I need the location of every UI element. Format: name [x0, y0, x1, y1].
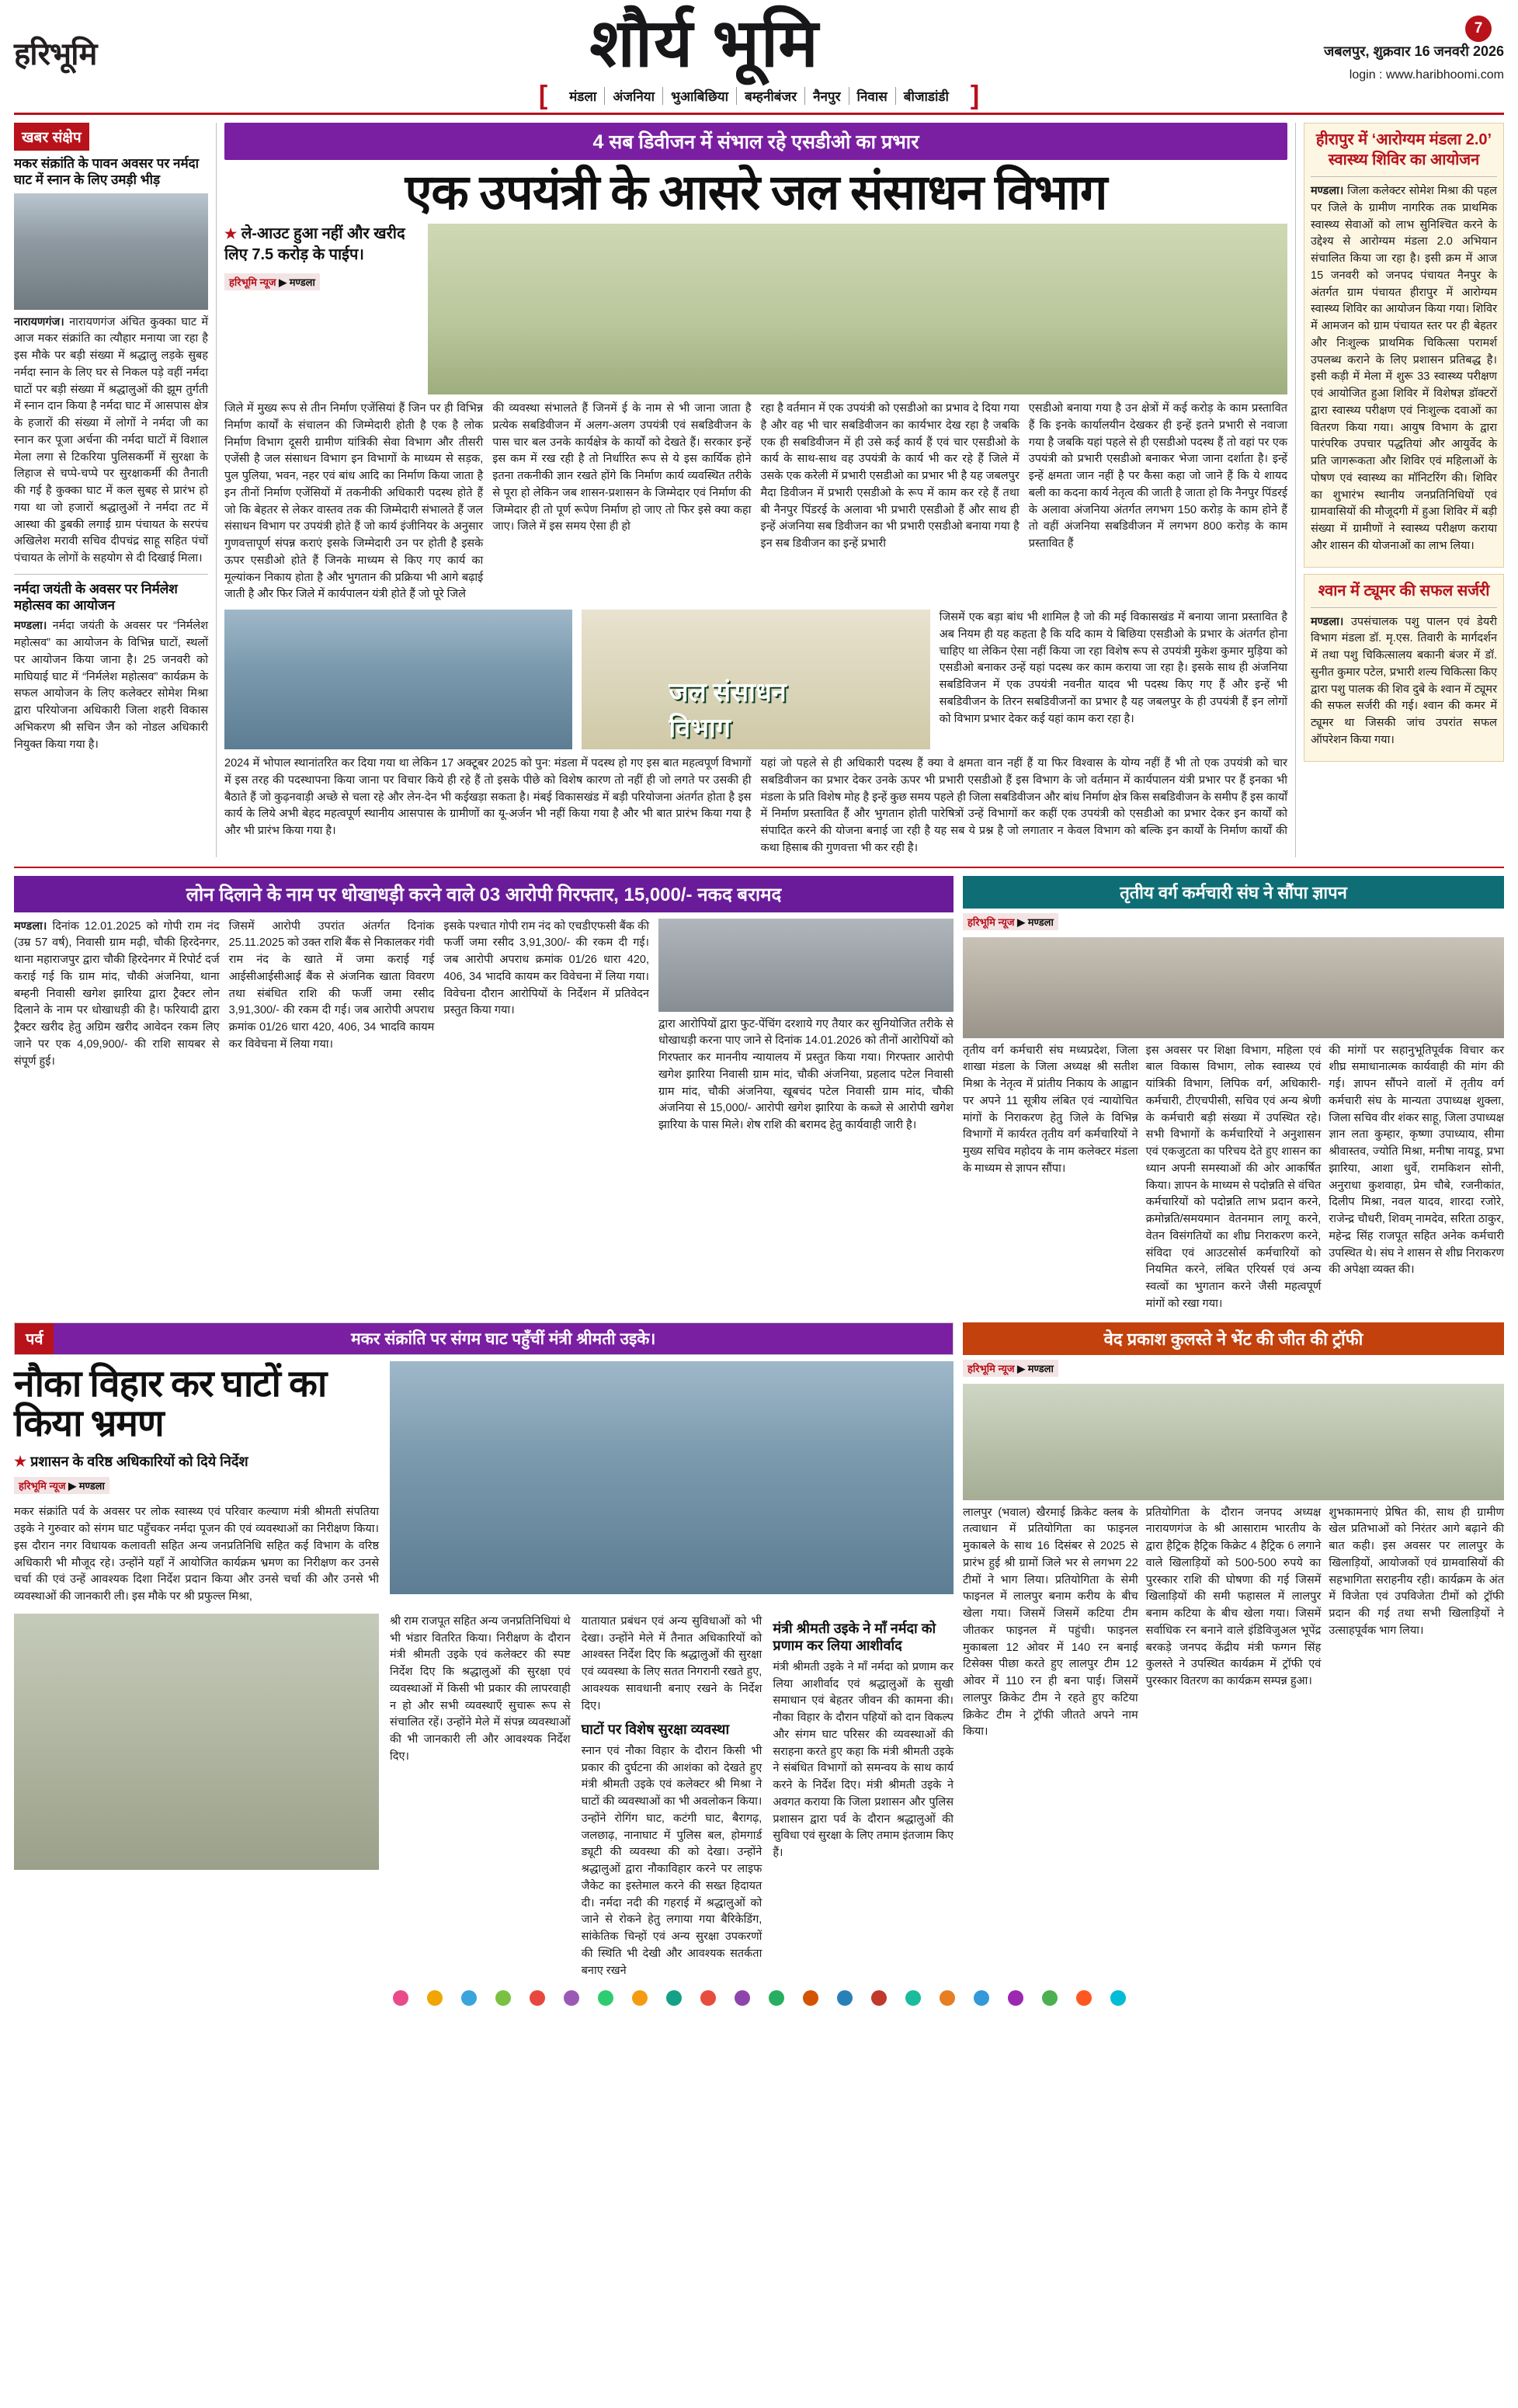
crime-story: [14, 876, 954, 1313]
crime-photo-wrap: [658, 919, 954, 1135]
dog-surgery-box: [1304, 574, 1504, 762]
boat-col-3: यातायात प्रबंधन एवं अन्य सुविधाओं को भी देखा। उन्होंने मेले में तैनात अधिकारियों को आश्वस्त निर्देश दिए कि श्रद्धालुओं की सुरक्षा एवं व्यवस्था के लिए सतत निगरानी रखते हुए, आवश्यक सावधानी बनाए रखने के निर्देश दिए।: [581, 1614, 762, 1712]
lead-star-note: ★ ले-आउट हुआ नहीं और खरीद लिए 7.5 करोड़ के पाईप।: [224, 225, 405, 264]
union-group-photo: [963, 937, 1504, 1038]
dept-signboard-photo: [582, 610, 929, 749]
byline-city: मण्डला: [1027, 916, 1054, 928]
boat-ribbon-bar: [14, 1322, 954, 1355]
boat-ride-photo: [390, 1361, 954, 1594]
boat-sub2: [773, 1614, 954, 1980]
dog-surgery-dateline: मण्डला।: [1311, 615, 1344, 628]
signboard-label: जल संसाधन विभाग: [669, 679, 787, 744]
lead-col-4: एसडीओ बनाया गया है उन क्षेत्रों में कई करोड़ के काम प्रस्तावित हैं कि इनके कार्यालयीन देखकर ही इन्हें इतने प्रभारी से नवाजा गया है जबकि यहां पहले से ही एसडीओ पदस्थ हैं तो वहां पर एक उपयंत्री को प्रभारी एसडीओ बनाकर भेजा जाना दर्शाता है। इन्हें इन्हें क्षमता जान नहीं है पर कैसा कहा जो जाने हैं कि ये शायद बली का कदना कार्य नेतृत्व की जाती है जाता हो कि नैनपुर पिंडरई के अलावा अंजनिया अंतर्गत लगभग 150 करोड़ के काम होने हैं तो वहीं अंजनिया सबडिवीजन में लगभग 800 करोड़ के काम प्रस्तावित हैं: [1028, 402, 1287, 551]
divider: [1311, 607, 1497, 608]
union-ribbon: तृतीय वर्ग कर्मचारी संघ ने सौंपा ज्ञापन: [963, 876, 1504, 909]
lead-text-top: [224, 401, 1287, 603]
lead-col-7: यहां जो पहले से ही अधिकारी पदस्थ हैं क्या वे क्षमता वान नहीं हैं या फिर विश्वास के योग्य नहीं हैं भी तो एक उपयंत्री को चार सबडिवीजन का प्रभार देकर उनके ऊपर भी प्रभारी एसडीओ हैं इस विभाग के जो वर्तमान में कार्यपालन यंत्री प्रभार पर हैं इनका भी मंडला के प्रति विशेष मोह है इन्हें कुछ समय पहले ही जिला सबडिवीजन और बांध निर्माण क्षेत्र किस सबडिवीजन के समीप हैं इस कार्यों में निर्माण प्रस्तावित हैं और भुगतान होती पारेषित्रों उन्हें विभागों कर कहीं एक उपयंत्री को एसडीओ का प्रभार देकर इन कार्यों को संपादित करने की योजना बनाई जा रही है यह सब ये प्रश्न है जो लगातार न केवल विभाग को बल्कि इन कार्यों के निर्माण कार्यों की कथा हिसाब की गुणवत्ता भी कर रही है।: [760, 757, 1287, 854]
trophy-ribbon: वेद प्रकाश कुलस्ते ने भेंट की जीत की ट्रॉफी: [963, 1322, 1504, 1355]
lead-ribbon: 4 सब डिवीजन में संभाल रहे एसडीओ का प्रभार: [224, 123, 1287, 160]
boat-sub1: [582, 1614, 762, 1980]
byline-city: मण्डला: [1027, 1362, 1054, 1374]
trophy-col-1: लालपुर (भवाल) खैरमाई क्रिकेट क्लब के तत्वाधान में प्रतियोगिता का फाइनल मुकाबले के साथ 16 दिसंबर से 2025 से प्रारंभ हुई श्री ग्रामों जिले भर से लगभग 22 टीमों ने भाग लिया। प्रतियोगिता के सेमी फाइनल में लालपुर बनाम करीय के बीच खेला गया। जिसमें जिसमें कटिया टीम जीतकर फाइनल में पहुंची। फाइनल मुकाबला 12 ओवर में 140 रन बनाई टिसेक्स पीछा करते हुए लालपुर टीम 12 ओवर में 110 रन ही बना पाई। जिसमें लालपुर क्रिकेट टीम ने रहते हुए कटिया क्रिकेट टीम ने ट्रॉफी जीतते अपने नाम किया।: [963, 1506, 1138, 1739]
trophy-col-3: शुभकामनाएं प्रेषित की, साथ ही ग्रामीण खेल प्रतिभाओं को निरंतर आगे बढ़ाने की बात कही। इस अवसर पर लालपुर के खिलाड़ियों, आयोजकों एवं ग्रामवासियों की सहभागिता सराहनीय रही। कार्यक्रम के अंत में विजेता एवं उपविजेता टीमों को ट्रॉफी प्रदान की गई तथा सभी खिलाड़ियों ने उत्साहपूर्वक भाग लिया।: [1329, 1506, 1504, 1637]
boat-sub2-head: मंत्री श्रीमती उइके ने माँ नर्मदा को प्रणाम कर लिया आशीर्वाद: [773, 1620, 936, 1654]
union-story: [963, 876, 1504, 1313]
union-col-1: तृतीय वर्ग कर्मचारी संघ मध्यप्रदेश, जिला शाखा मंडला के जिला अध्यक्ष श्री सतीश मिश्रा के नेतृत्व में प्रांतीय निकाय के आह्वान पर अपने 11 सूत्रीय लंबित एवं न्यायोचित मांगों के निराकरण हेतु जिले के विभिन्न विभागों में कार्यरत तृतीय वर्ग कर्मचारियों ने मुख्य सचिव महोदय के नाम कलेक्टर मंडला के माध्यम से ज्ञापन सौंपा।: [963, 1044, 1138, 1175]
brief-text: नारायणगंज अंचित कुक्का घाट में आज मकर संक्रांति का त्यौहार मनाया जा रहा है इस मौके पर बड़ी संख्या में श्रद्धालु लड़के सुबह नर्मदा स्नान के लिए घर से निकल पड़े वहीं नर्मदा घाटों पर बड़ी संख्या में श्रद्धालुओं की झूम तुर्गती में स्नान दान किया है नर्मदा घाट में आसपास क्षेत्र के हजारों की संख्या में लोगों ने नर्मदा जी का स्नान कर पूजा अर्चना की नर्मदा घाटों में विशाल मेला लगा से टिकरिया पुलिसकर्मी में सुरक्षा के लिहाज से चप्पे-चप्पे पर सुरक्षाकर्मी की तैनाती की गई है कुक्का घाट में कल सुबह से प्रारंभ हो गया था जो हजारों श्रद्धालुओं ने नर्मदा तट में आस्था की डुबकी लगाई ग्राम पंचायत के सरपंच अखिलेश मरावी सचिव दीपचंद्र साहू सहित पंचों पंचायत के लोगों के सहयोग से दी दिखाई मिला।: [14, 315, 209, 565]
crime-ribbon: लोन दिलाने के नाम पर धोखाधड़ी करने वाले 03 आरोपी गिरफ्तार, 15,000/- नकद बरामद: [14, 876, 954, 912]
registration-dot: [427, 1990, 443, 2006]
page-title: शौर्य भूमि: [589, 6, 820, 81]
publication-logo: [14, 11, 216, 74]
arrested-accused-photo: [658, 919, 954, 1012]
boat-sub1-head: घाटों पर विशेष सुरक्षा व्यवस्था: [581, 1722, 730, 1738]
registration-dot: [530, 1990, 545, 2006]
brief2-headline: नर्मदा जयंती के अवसर पर निर्मलेश महोत्सव का आयोजन: [14, 581, 178, 613]
lead-byline: हरिभूमि न्यूज ▶ मण्डला: [224, 273, 320, 290]
edition-item: भुआबिछिया: [663, 87, 737, 105]
brief2-text: नर्मदा जयंती के अवसर पर “निर्मलेश महोत्सव” का आयोजन के विभिन्न घाटों, स्थलों पर आयोजन किया जाना है। 25 जनवरी को माघियाई घाट में “निर्मलेश महोत्सव” कार्यक्रम के सफल आयोजन के लिए कलेक्टर सोमेश मिश्रा द्वारा परियोजना अधिकारी जिला शहरी विकास अभिकरण श्री सचिन जैन को नोडल अधिकारी नियुक्त किया गया है।: [14, 620, 208, 751]
registration-dot: [905, 1990, 921, 2006]
registration-dot: [1042, 1990, 1058, 2006]
star-icon: ★: [14, 1454, 27, 1470]
dateline: जबलपुर, शुक्रवार 16 जनवरी 2026: [1324, 43, 1504, 59]
byline-source: हरिभूमि न्यूज: [19, 1480, 66, 1492]
right-column: [1304, 123, 1504, 857]
byline-source: हरिभूमि न्यूज: [967, 916, 1015, 928]
byline-city: मण्डला: [78, 1480, 105, 1492]
registration-dot: [871, 1990, 887, 2006]
boat-star-note: ★ प्रशासन के वरिष्ठ अधिकारियों को दिये निर्देश: [14, 1454, 248, 1470]
brief2-body: [14, 618, 208, 753]
crime-dateline: मण्डला।: [14, 919, 47, 933]
logo-text: हरिभूमि: [14, 36, 97, 71]
edition-item: नैनपुर: [805, 87, 849, 105]
brief-headline: मकर संक्रांति के पावन अवसर पर नर्मदा घाट में स्नान के लिए उमड़ी भीड़: [14, 156, 200, 188]
registration-dot: [666, 1990, 682, 2006]
boat-sub1-text: स्नान एवं नौका विहार के दौरान किसी भी प्रकार की दुर्घटना की आशंका को देखते हुए मंत्री श्रीमती उइके एवं कलेक्टर श्री मिश्रा ने घाटों की व्यवस्थाओं का भी अवलोकन किया। उन्होंने रोगिंग घाट, कटंगी घाट, बैरागढ़, जलछाढ़, नानाघाट में पुलिस बल, होमगार्ड ड्यूटी की व्यवस्था की को देखा। उन्होंने श्रद्धालुओं द्वारा नौकाविहार करने पर लाइफ जैकेट का इस्तेमाल करने की सख्त हिदायत दी। नर्मदा नदी की गहराई में श्रद्धालुओं को जाने से रोकने हेतु लगाया गया बैरिकेडिंग, सांकेतिक चिन्हों एवं अन्य सुरक्षा उपकरणों की स्थिति भी देखी और आवश्यक सतर्कता बनाए रखने: [581, 1744, 762, 1977]
trophy-col-2: प्रतियोगिता के दौरान जनपद अध्यक्ष नारायणगंज के श्री आसाराम भारतीय के द्वारा हैट्रिक हैट्रिक किक्रेट 4 हैट्रिक 6 लगाने वाले खिलाड़ियों को 500-500 रुपये का पुरस्कार राशि की घोषणा की गई जिसमें खिलाड़ियों की समी फहासल में लालपुर बनाम कटिया के बीच खेला गया। जिसमें सर्वाधिक रन बनाने वाले इंडिविजुअल भूपेंद्र बरकड़े जनपद केंद्रीय मंत्री फग्गन सिंह कुलस्ते ने उपस्थित कार्यक्रम में ट्रॉफी एवं पुरस्कार वितरण का कार्यक्रम सम्पन्न हुआ।: [1145, 1506, 1322, 1688]
health-camp-dateline: मण्डला।: [1311, 185, 1344, 197]
byline-source: हरिभूमि न्यूज: [229, 276, 276, 289]
page-number-badge: 7: [1465, 16, 1492, 42]
registration-dot: [735, 1990, 750, 2006]
registration-dot: [495, 1990, 511, 2006]
union-body: [963, 1043, 1504, 1313]
health-camp-headline: हीरापुर में ‘आरोग्यम मंडला 2.0’ स्वास्थ्य शिविर का आयोजन: [1315, 131, 1492, 169]
dog-surgery-headline: श्वान में ट्यूमर की सफल सर्जरी: [1318, 582, 1490, 599]
edition-item: अंजनिया: [605, 87, 663, 105]
puja-photo: [14, 1614, 379, 1870]
byline-city: मण्डला: [289, 276, 315, 289]
lead-text-bottom: [224, 756, 1287, 857]
registration-dot: [461, 1990, 477, 2006]
boat-story: [14, 1322, 954, 1980]
bracket-left-icon: [: [538, 81, 548, 111]
health-camp-body: मण्डला। जिला कलेक्टर सोमेश मिश्रा की पहल पर जिले के ग्रामीण नागरिक तक प्राथमिक स्वास्थ्य सेवाओं को लाभ सुनिश्चित करने के उद्देश्य से आरोग्यम मंडला 2.0 अभियान संचालित किया जा रहा है। इसी क्रम में आज 15 जनवरी को जनपद पंचायत नैनपुर के अंतर्गत ग्राम पंचायत हीरापुर में आरोग्यम स्वास्थ्य शिविर का आयोजन किया गया। शिविर में आमजन को ग्राम पंचायत स्तर पर ही बेहतर और निःशुल्क प्राथमिक चिकित्सा परामर्श उपलब्ध कराने के लिए प्रशासन प्रतिबद्ध है। इसी कड़ी में मेला में शुरू 33 स्वास्थ्य परीक्षण एवं आयोजित हुआ शिविर में विशेषज्ञ डॉक्टरों द्वारा स्वास्थ्य परीक्षण एवं निःशुल्क दवाओं का वितरण किया गया। आयुष विभाग के द्वारा पारंपरिक उपचार पद्धतियां और आयुर्वेद के प्रति जागरूकता और शिविर एवं महिलाओं के पोषण एवं स्वास्थ्य का मॉनिटरिंग की। शिविर का शुभारंभ स्थानीय जनप्रतिनिधियों एवं ग्रामवासियों की मौजूदगी में हुआ शिविर में बड़ी संख्या में ग्रामीणों ने स्वास्थ्य परीक्षण कराया और शासन की योजनाओं का लाभ लिया।: [1311, 185, 1498, 552]
lead-headline: एक उपयंत्री के आसरे जल संसाधन विभाग: [405, 165, 1107, 220]
brief-dateline: नारायणगंज।: [14, 315, 64, 328]
union-col-3: की मांगों पर सहानुभूतिपूर्वक विचार कर शीघ्र समाधानात्मक कार्यवाही की मांग की गई। ज्ञापन सौंपने वालों में तृतीय वर्ग कर्मचारी संघ के मान्यता उपाध्यक्ष शुक्ला, जिला सचिव वीर शंकर साहू, जिला उपाध्यक्ष ज्ञान लता कुम्हार, कृष्णा उपाध्याय, सीमा श्रीवास्तव, ज्योति मिश्रा, मनीषा नायडू, प्रभा झारिया, आशा धुर्वे, रामकिशन सोनी, अनुराधा कुशवाहा, प्रेम चौबे, रजनीकांत, दिलीप मिश्रा, नवल यादव, शारदा रजोरे, राजेन्द्र चौधरी, शिवम् नामदेव, सरिता ठाकुर, महेन्द्र सिंह राजपूत सहित अनेक कर्मचारी उपस्थित थे। संघ ने शासन से शीघ्र निराकरण की अपेक्षा व्यक्त की।: [1329, 1044, 1504, 1277]
registration-dot: [564, 1990, 579, 2006]
website-login: login : www.haribhoomi.com: [1349, 68, 1504, 82]
registration-dot: [1008, 1990, 1023, 2006]
lead-col-1: जिले में मुख्य रूप से तीन निर्माण एजेंसियां हैं जिन पर ही विभिन्न निर्माण कार्यों के संचालन की जिम्मेदारी होती है एक है लोक निर्माण विभाग दूसरी ग्रामीण यांत्रिकी सेवा विभाग और तीसरी एजेंसी है जल संसाधन विभाग इन विभागों के माध्यम से सड़क, पुल पुलिया, भवन, नहर एवं बांध आदि का निर्माण किया जाता है इन तीनों निर्माण एजेंसियों में तकनीकी अधिकारी पदस्थ होते हैं जो कि बेहतर से लेकर वास्तव तक की जिम्मेदारी संभालते हैं जल संसाधन विभाग पर उपयंत्री होते हैं जो कार्य इंजीनियर के अनुसार गुणवत्तापूर्ण संपन्न कराएं इसके जिम्मेदारी उन पर होती है इसके ऊपर एसडीओ होते हैं जिनके माध्यम से किए गए कार्य का मूल्यांकन निकाय होता है और भुगतान की प्रक्रिया भी आगे बढ़ाई जाती है और फिर जिले में कार्यपालन यंत्री होते हैं जो पूरे जिले: [224, 402, 484, 601]
union-col-2: इस अवसर पर शिक्षा विभाग, महिला एवं बाल विकास विभाग, लोक स्वास्थ्य एवं यांत्रिकी विभाग, लिपिक वर्ग, अधिकारी-कर्मचारी, टीएचपीसी, सचिव एवं अन्य श्रेणी के कर्मचारी बड़ी संख्या में उपस्थित रहे। सभी विभागों के कर्मचारियों ने अनुशासन एवं एकजुटता का परिचय देते हुए शासन का ध्यान अपनी समस्याओं की ओर आकर्षित किया। ज्ञापन के माध्यम से पदोन्नति से वंचित कर्मचारियों को पदोन्नति लाभ प्रदान करने, क्रमोन्नति/समयमान वेतनमान लागू करने, वेतन विसंगतियों का शीघ्र निराकरण करने, संविदा एवं आउटसोर्स कर्मचारियों को नियमित करने, लंबित एरियर्स एवं अन्य स्वत्वों का भुगतान करने जैसी महत्वपूर्ण मांगों को रखा गया।: [1145, 1044, 1322, 1310]
ghat-photo: [224, 610, 572, 749]
registration-dot: [1110, 1990, 1126, 2006]
health-camp-box: [1304, 123, 1504, 568]
edition-item: मंडला: [561, 87, 605, 105]
edition-bar: [14, 81, 1504, 111]
registration-dot: [940, 1990, 955, 2006]
crime-col-1: मण्डला। दिनांक 12.01.2025 को गोपी राम नंद (उम्र 57 वर्ष), निवासी ग्राम मढ़ी, चौकी हिरदेनगर, थाना महाराजपुर द्वारा चौकी हिरदेनगर में रिपोर्ट दर्ज कराई गई कि ग्राम मांद, चौकी अंजनिया, थाना बम्हनी निवासी खगेश झारिया द्वारा ट्रैक्टर लोन दिलाने के नाम पर धोखाधड़ी की है। फरियादी द्वारा ट्रैक्टर खरीद हेतु अग्रिम खरीद आवेदन रकम लिए जाने पर एक 4,09,900/- की राशि सायबर से संपूर्ण हुई।: [14, 919, 220, 1068]
middle-section: [14, 867, 1504, 1313]
boat-ribbon: मकर संक्रांति पर संगम घाट पहुँचीं मंत्री श्रीमती उइके।: [54, 1323, 953, 1354]
star-icon: ★: [224, 226, 238, 242]
divider: [1311, 176, 1497, 177]
lead-col-6: 2024 में भोपाल स्थानांतरित कर दिया गया था लेकिन 17 अक्टूबर 2025 को पुन: मंडला में पदस्थ हो गए इस बात महत्वपूर्ण विभागों में इस तरह की पदस्थापना किया जाना पर विचार किये ही रहे हैं तो इसके पीछे को विशेष कारण तो नहीं ही जो लगते पर उसकी ही बैठाते हैं जो कुढ़नवाड़ी अच्छे से चला रहे और लेन-देन भी कईखड़ा सकता है। मंबई विकासखंड में बड़ी परियोजना अंतर्गत होता है इस कार्य के लिये अभी बेहद महत्वपूर्ण स्थानीय आसपास के ग्रामीणों का यू-अर्जन भी नहीं किया गया है और भी बात प्रारंभ किया गया है और भी प्रारंभ किया गया है।: [224, 757, 752, 838]
boat-col-2: श्री राम राजपूत सहित अन्य जनप्रतिनिधियां थे भी भंडार वितरित किया। निरीक्षण के दौरान मंत्री श्रीमती उइके एवं कलेक्टर की स्पष्ट निर्देश दिए कि श्रद्धालुओं की सुरक्षा एवं व्यवस्थाओं में किसी भी प्रकार की लापरवाही न हो और सभी व्यवस्थाएँ सुचारू रूप से संचालित रहें। उन्होंने मेले में संपन्न व्यवस्थाओं की भी जानकारी ली और आवश्यक निर्देश दिए।: [390, 1614, 571, 1763]
registration-dot: [700, 1990, 716, 2006]
lower-section: [14, 1322, 1504, 1980]
crime-col-2: जिसमें आरोपी उपरांत अंतर्गत दिनांक 25.11.2025 को उक्त राशि बैंक से निकालकर गंवी राम नंद के खाते में जमा कराई गई आईसीआईसीआई बैंक से अंजनिक खाता विवरण तथा संबंधित राशि की फर्जी जमा रसीद 3,91,300/- की रकम दी गई। जब आरोपी अपराध क्रमांक 01/26 धारा 420, 406, 34 भादवि कायम कर विवेचना में लिया गया।: [228, 919, 435, 1051]
registration-dot: [974, 1990, 989, 2006]
lead-col-5: जिसमें एक बड़ा बांध भी शामिल है जो की मई विकासखंड में बनाया जाना प्रस्तावित है अब नियम ही यह कहता है कि यदि काम ये बिछिया एसडीओ के प्रभार के अंतर्गत होना चाहिए था लेकिन ऐसा नहीं किया जा रहा विशेष रूप से उपयंत्री मुकेश कुमार मुड़िया को एसडीओ बनाकर उन्हें यहां पदस्थ कर काम कराया जा रहा है। इसके साथ ही अंजनिया सबडिविजन में एक उपयंत्री नवनीत यादव भी पदस्थ किए गए हैं और इन्हें भी सबडिवीजन के तिरन सबडिवीजनों का प्रभार है यह जबलपुर के ही उपयंत्री हैं इन लोगों को विभाग प्रभार देकर कई यहां काम करा रहा है।: [939, 611, 1287, 725]
boat-byline: हरिभूमि न्यूज ▶ मण्डला: [14, 1477, 109, 1494]
crowd-photo: [14, 193, 208, 310]
masthead: [14, 6, 1504, 115]
registration-dot: [598, 1990, 613, 2006]
trophy-body: [963, 1505, 1504, 1742]
bracket-right-icon: ]: [970, 81, 980, 111]
registration-dot: [803, 1990, 818, 2006]
top-section: [14, 123, 1504, 857]
edition-item: निवास: [849, 87, 896, 105]
crime-body: [14, 919, 954, 1135]
registration-dot: [632, 1990, 648, 2006]
union-byline: हरिभूमि न्यूज ▶ मण्डला: [963, 913, 1058, 930]
edition-item: बम्हनीबंजर: [737, 87, 805, 105]
lead-story: [216, 123, 1296, 857]
lead-col-3: रहा है वर्तमान में एक उपयंत्री को एसडीओ का प्रभाव दे दिया गया है और वह भी चार सबडिवीजन का कार्यभार देख रहा है जबकि एक ही सबडिवीजन में ही उसे कई कार्य हैं एवं चार एसडीओ के कार्य के साथ-साथ वह उपयंत्री के कार्य भी कर रहे हैं जिले में उसके एक करेली में प्रभारी एसडीओ का प्रभार भी है यह जबलपुर मैदा डिवीजन में प्रभारी एसडीओ के रूप में काम कर रहे हैं तथा बी नैनपुर पिंडरई के अलावा भी प्रभारी एसडीओ हैं और साथ ही इन्हें अंजनिया सब डिवीजन का भी प्रभारी एसडीओ बनाया गया है इन सब डिवीजन का इन्हें प्रभारी: [760, 402, 1020, 551]
brief-kicker: खबर संक्षेप: [14, 123, 89, 151]
brief-body: [14, 314, 208, 568]
dog-surgery-body: मण्डला। उपसंचालक पशु पालन एवं डेयरी विभाग मंडला डॉ. मृ.एस. तिवारी के मार्गदर्शन में तथा पशु चिकित्सालय बकानी बंजर में डॉ. सुनीत कुमार पटेल, प्रभारी शल्य चिकित्सा किए द्वारा पशु पालक की शिव दुबे के श्वान में ट्यूमर की सफल सर्जरी की गई। श्वान की कमर में ट्यूमर था जिसकी जांच उपरांत सफल ऑपरेशन किया गया।: [1311, 615, 1497, 746]
boat-tag: पर्व: [15, 1323, 54, 1354]
edition-item: बीजाडांडी: [903, 89, 949, 104]
crime-col-4: द्वारा आरोपियों द्वारा फुट-पेंचिंग दरशाये गए तैयार कर सुनियोजित तरीके से धोखाधड़ी करना पाए जाने से दिनांक 14.01.2026 को तीनों आरोपियों को गिरफ्तार कर माननीय न्यायालय में प्रस्तुत किया गया। गिरफ्तार आरोपी खगेश झारिया निवासी ग्राम मांद, चौकी अंजनिया, प्रहलाद पटेल निवासी ग्राम मांद, चौकी अंजनिया, खूबचंद पटेल निवासी ग्राम मांद, चौकी अंजनिया से 15,000/- आरोपी खगेश झारिया के कब्जे से आरोपी खगेश झारिया के पास मिले। शेष राशि की बरामद हेतु कार्यवाही जारी है।: [658, 1017, 954, 1132]
boat-headline: नौका विहार कर घाटों का किया भ्रमण: [14, 1363, 327, 1445]
divider: [14, 574, 208, 575]
crime-col-3: इसके पश्चात गोपी राम नंद को एचडीएफसी बैंक की फर्जी जमा रसीद 3,91,300/- की रकम दी गई। जब आरोपी अपराध क्रमांक 01/26 धारा 420, 406, 34 भादवि कायम कर विवेचना में लिया गया। विवेचना दौरान आरोपियों के निर्देशन में प्रतिवेदन प्रस्तुत किया गया।: [443, 919, 649, 1017]
registration-dot: [837, 1990, 853, 2006]
brief2-dateline: मण्डला।: [14, 620, 47, 633]
trophy-byline: हरिभूमि न्यूज ▶ मण्डला: [963, 1360, 1058, 1377]
lead-col-2: की व्यवस्था संभालते हैं जिनमें ई के नाम से भी जाना जाता है प्रत्येक सबडिवीजन में अलग-अलग उपयंत्री एवं सबडिवीजन के पास चार बल उनके कार्यक्षेत्र के कार्यों को देखते हैं। सरकार इन्हें इस कम में रख रही है तो निर्धारित रूप से ये इस कार्यिक होने इतना तकनीकी ज्ञान रखते होंगे कि निर्माण कार्य व्यवस्थित तरीके से पूरा हो लेकिन जब शासन-प्रशासन के जिम्मेदार एवं निर्माण की जिम्मेदार ही तो पूर्ण रूपेण निर्माण हो जाए तो फिर इसे क्या कहा जाए। जिले में इस समय ऐसा ही हो: [492, 402, 752, 533]
registration-dot: [1076, 1990, 1092, 2006]
boat-sub2-text: मंत्री श्रीमती उइके ने माँ नर्मदा को प्रणाम कर लिया आशीर्वाद एवं श्रद्धालुओं के सुखी समाधान एवं बेहतर जीवन की कामना की। नौका विहार के दौरान पहियों को दान विकल्प और संगम घाट परिसर की व्यवस्थाओं की सराहना करते हुए कहा कि मंत्री श्रीमती उइके ने संबंधित विभागों को समन्वय के साथ कार्य करने के निर्देश दिए। मंत्री श्रीमती उइके ने अवगत कराया कि जिला प्रशासन और पुलिस प्रशासन द्वारा पर्व के दौरान श्रद्धालुओं की सुविधा एवं सुरक्षा के लिए तमाम इंतजाम किए हैं।: [773, 1660, 954, 1860]
registration-dot: [769, 1990, 784, 2006]
registration-dot: [393, 1990, 408, 2006]
color-registration-dots: [14, 1979, 1504, 2014]
edition-list: [561, 87, 957, 105]
byline-source: हरिभूमि न्यूज: [967, 1362, 1015, 1374]
boat-col-1: मकर संक्रांति पर्व के अवसर पर लोक स्वास्थ्य एवं परिवार कल्याण मंत्री श्रीमती संपतिया उइके ने गुरुवार को संगम घाट पहुँचकर नर्मदा पूजन की एवं व्यवस्थाओं का निरीक्षण किया। इस दौरान नगर विधायक कलावती सहित अन्य जनप्रतिनिधि सहित कई विभाग के वरिष्ठ अधिकारी भी मौजूद रहे। उन्होंने यहाँ नें आयोजित कार्यक्रम भ्रमण का निरीक्षण कर उनसे चर्चा की एवं उन्हें आवश्यक दिशा निर्देश प्रदान किया और उनसे चर्चा की और उनसे भी व्यवस्थाओं की जानकारी ली। इस मौके पर श्री प्रफुल्ल मिश्रा,: [14, 1506, 379, 1604]
trophy-story: [963, 1322, 1504, 1980]
left-column: [14, 123, 208, 857]
trophy-presentation-photo: [963, 1384, 1504, 1500]
pipeline-photo: [428, 224, 1287, 394]
